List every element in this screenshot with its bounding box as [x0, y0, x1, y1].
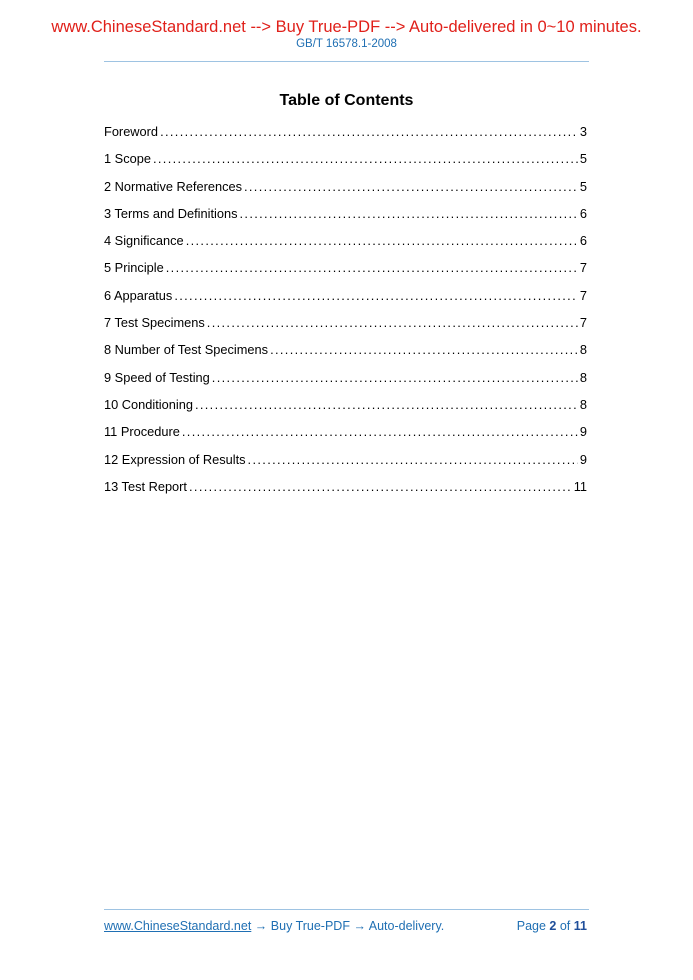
footer-divider [104, 909, 589, 910]
footer-promo [104, 918, 444, 934]
page-number [517, 918, 587, 934]
document-code: GB/T 16578.1-2008 [296, 38, 397, 50]
toc-entry-page: 5 [579, 178, 587, 194]
toc-dot-leader [160, 124, 578, 140]
toc-entry-number-of-test-specimens[interactable] [104, 342, 587, 369]
toc-entry-label: 1 Scope [104, 151, 151, 167]
toc-entry-label: 8 Number of Test Specimens [104, 342, 269, 358]
toc-entry-speed-of-testing[interactable] [104, 370, 587, 397]
toc-entry-label: 2 Normative References [104, 178, 242, 194]
footer-site-link[interactable]: www.ChineseStandard.net [104, 919, 252, 933]
arrow-right-icon: → [254, 919, 268, 933]
toc-entry-page: 7 [579, 260, 587, 276]
toc-entry-label: 9 Speed of Testing [104, 369, 210, 385]
toc-entry-label: Foreword [104, 124, 159, 139]
toc-entry-label: 12 Expression of Results [104, 451, 246, 467]
toc-entry-page: 3 [579, 124, 587, 139]
toc-dot-leader [166, 260, 578, 276]
toc-entry-label: 5 Principle [104, 260, 164, 276]
toc-entry-label: 13 Test Report [104, 478, 187, 494]
toc-entry-page: 6 [579, 205, 587, 221]
toc-entry-label: 6 Apparatus [104, 287, 173, 303]
toc-dot-leader [195, 397, 578, 413]
toc-entry-page: 9 [579, 451, 587, 467]
toc-entry-terms-definitions[interactable] [104, 206, 587, 233]
page-label: Page [516, 919, 546, 933]
table-of-contents [104, 124, 587, 506]
toc-entry-principle[interactable] [104, 260, 587, 287]
toc-title: Table of Contents [279, 92, 414, 109]
toc-entry-label: 10 Conditioning [104, 396, 193, 412]
toc-entry-conditioning[interactable] [104, 397, 587, 424]
toc-entry-expression-of-results[interactable] [104, 452, 587, 479]
toc-dot-leader [182, 424, 578, 440]
toc-entry-page: 5 [579, 151, 587, 167]
toc-dot-leader [212, 370, 578, 386]
toc-entry-normative-references[interactable] [104, 179, 587, 206]
toc-entry-label: 4 Significance [104, 233, 184, 249]
arrow-right-icon: → [353, 919, 366, 933]
footer-delivery-text: Auto-delivery. [368, 919, 445, 933]
footer-buy-text: Buy True-PDF [270, 919, 350, 933]
promo-banner[interactable]: www.ChineseStandard.net --> Buy True-PDF --> Auto-delivered in 0~10 minutes. [51, 18, 642, 36]
toc-entry-test-report[interactable] [104, 479, 587, 506]
toc-dot-leader [153, 151, 578, 167]
header-divider [104, 61, 589, 62]
toc-entry-foreword[interactable] [104, 124, 587, 151]
toc-entry-page: 8 [579, 342, 587, 358]
toc-entry-procedure[interactable] [104, 424, 587, 451]
toc-entry-page: 8 [579, 369, 587, 385]
toc-entry-scope[interactable] [104, 151, 587, 178]
toc-entry-label: 3 Terms and Definitions [104, 205, 238, 221]
toc-dot-leader [248, 452, 578, 468]
page-current: 2 [549, 919, 557, 933]
toc-entry-significance[interactable] [104, 233, 587, 260]
page-of: of [559, 919, 571, 933]
toc-entry-apparatus[interactable] [104, 288, 587, 315]
toc-entry-page: 8 [579, 396, 587, 412]
toc-entry-page: 11 [573, 478, 587, 494]
toc-entry-label: 7 Test Specimens [104, 315, 205, 331]
toc-dot-leader [186, 233, 578, 249]
toc-dot-leader [174, 288, 578, 304]
toc-dot-leader [244, 179, 578, 195]
toc-entry-test-specimens[interactable] [104, 315, 587, 342]
toc-dot-leader [189, 479, 572, 495]
toc-dot-leader [270, 342, 578, 358]
toc-dot-leader [207, 315, 578, 331]
page-total: 11 [573, 919, 587, 933]
toc-entry-page: 6 [579, 233, 587, 249]
toc-entry-page: 9 [579, 424, 587, 440]
toc-dot-leader [240, 206, 578, 222]
toc-entry-page: 7 [579, 287, 587, 303]
toc-entry-label: 11 Procedure [104, 424, 180, 440]
toc-entry-page: 7 [579, 315, 587, 331]
